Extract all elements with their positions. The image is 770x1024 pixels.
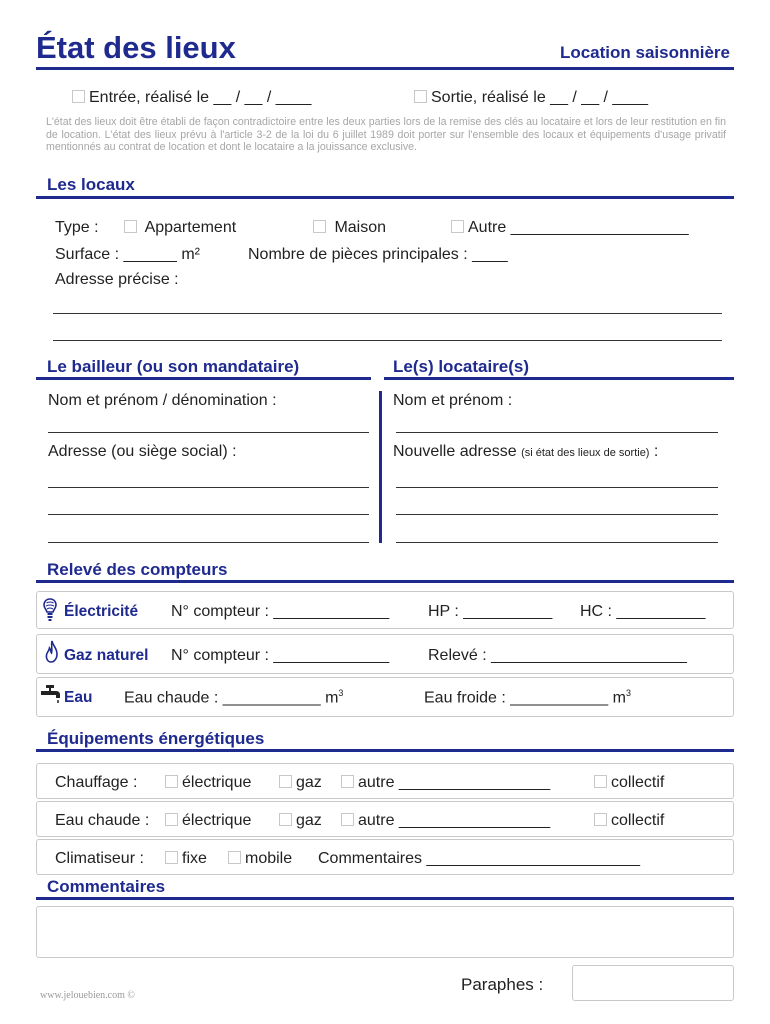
- section-locataire-heading: Le(s) locataire(s): [393, 357, 530, 376]
- locataire-adresse-text: Nouvelle adresse: [393, 443, 517, 460]
- page-subtitle: Location saisonnière: [559, 43, 730, 62]
- sortie-checkbox[interactable]: [414, 90, 427, 103]
- locataire-adresse-label: [393, 443, 658, 461]
- eau-chaude-collectif[interactable]: [594, 812, 664, 830]
- section-bailleur-rule: [36, 377, 371, 380]
- chauffage-gaz-checkbox[interactable]: [279, 775, 292, 788]
- locataire-adresse-line-1[interactable]: [396, 487, 718, 488]
- eau-chaude-electrique[interactable]: [165, 812, 251, 830]
- locataire-nom-line[interactable]: [396, 432, 718, 433]
- sortie-option[interactable]: [414, 89, 648, 107]
- adresse-line-1[interactable]: [53, 313, 722, 314]
- chauffage-electrique-checkbox[interactable]: [165, 775, 178, 788]
- maison-checkbox[interactable]: [313, 220, 326, 233]
- maison-label: Maison: [334, 219, 387, 236]
- chauffage-collectif-label: collectif: [611, 774, 665, 791]
- bailleur-adresse-line-2[interactable]: [48, 514, 369, 515]
- eau-chaude-gaz-label: gaz: [296, 812, 322, 829]
- eau-chaude-electrique-checkbox[interactable]: [165, 813, 178, 826]
- bulb-icon: [43, 598, 57, 622]
- climatiseur-label: Climatiseur :: [55, 850, 144, 867]
- chauffage-gaz[interactable]: [279, 774, 322, 792]
- intro-text: L'état des lieux doit être établi de façon contradictoire entre les deux parties lors de la remise des clés au locataire et lors de leur restitution en fin de location. L'état des lieux prévu à l'article 3-2 de la loi du 6 juillet 1989 doit porter sur l'ensemble des locaux et équipements d'usage privatif mentionnés au contrat de location et dont le locataire a la jouissance exclusive.: [46, 116, 726, 154]
- header-rule: [36, 67, 734, 70]
- bailleur-nom-label: Nom et prénom / dénomination :: [48, 392, 277, 409]
- paraphes-box[interactable]: [572, 965, 734, 1001]
- eau-chaude-collectif-checkbox[interactable]: [594, 813, 607, 826]
- locataire-adresse-line-3[interactable]: [396, 542, 718, 543]
- eau-chaude-autre-checkbox[interactable]: [341, 813, 354, 826]
- section-commentaires-heading: Commentaires: [47, 877, 166, 896]
- appartement-checkbox[interactable]: [124, 220, 137, 233]
- elec-hc-field[interactable]: HC : __________: [580, 603, 706, 620]
- chauffage-collectif-checkbox[interactable]: [594, 775, 607, 788]
- faucet-icon: [40, 684, 62, 704]
- clim-fixe[interactable]: [165, 850, 207, 868]
- sortie-label: Sortie, réalisé le __ / __ / ____: [431, 89, 649, 106]
- eau-chaude-gaz[interactable]: [279, 812, 322, 830]
- gaz-label: Gaz naturel: [64, 647, 149, 664]
- adresse-line-2[interactable]: [53, 340, 722, 341]
- section-bailleur-heading: Le bailleur (ou son mandataire): [47, 357, 300, 376]
- clim-fixe-checkbox[interactable]: [165, 851, 178, 864]
- section-compteurs-rule: [36, 580, 734, 583]
- section-commentaires-rule: [36, 897, 734, 900]
- locataire-adresse-colon: :: [653, 443, 659, 460]
- section-equipements-rule: [36, 749, 734, 752]
- clim-mobile[interactable]: [228, 850, 292, 868]
- surface-field[interactable]: Surface : ______ m²: [55, 246, 200, 263]
- eau-chaude-autre-label: autre _________________: [358, 812, 551, 829]
- section-locataire-rule: [384, 377, 734, 380]
- column-divider: [379, 391, 382, 543]
- elec-hp-field[interactable]: HP : __________: [428, 603, 553, 620]
- locataire-adresse-note: (si état des lieux de sortie): [521, 447, 650, 459]
- gaz-releve-field[interactable]: Relevé : ______________________: [428, 647, 687, 664]
- chauffage-autre-checkbox[interactable]: [341, 775, 354, 788]
- entree-checkbox[interactable]: [72, 90, 85, 103]
- eau-chaude-unit-exp: 3: [338, 688, 344, 698]
- bailleur-adresse-label: Adresse (ou siège social) :: [48, 443, 237, 460]
- chauffage-collectif[interactable]: [594, 774, 664, 792]
- commentaires-textarea[interactable]: [36, 906, 734, 958]
- chauffage-electrique[interactable]: [165, 774, 251, 792]
- type-maison[interactable]: [313, 219, 386, 237]
- autre-checkbox[interactable]: [451, 220, 464, 233]
- section-locaux-rule: [36, 196, 734, 199]
- chauffage-autre-label: autre _________________: [358, 774, 551, 791]
- eau-froide-field[interactable]: [424, 688, 631, 707]
- entree-option[interactable]: [72, 89, 311, 107]
- eau-label: Eau: [64, 689, 93, 706]
- section-equipements-heading: Équipements énergétiques: [47, 729, 265, 748]
- type-appartement[interactable]: [124, 219, 236, 237]
- eau-froide-text: Eau froide : ___________ m: [424, 689, 626, 707]
- eau-chaude-text: Eau chaude : ___________ m: [124, 689, 339, 707]
- locataire-adresse-line-2[interactable]: [396, 514, 718, 515]
- eau-chaude-label: Eau chaude :: [55, 812, 150, 829]
- eau-chaude-autre[interactable]: [341, 812, 550, 830]
- flame-icon: [45, 640, 59, 664]
- elec-compteur-field[interactable]: N° compteur : _____________: [171, 603, 390, 620]
- clim-mobile-label: mobile: [245, 850, 293, 867]
- section-locaux-heading: Les locaux: [47, 175, 135, 194]
- chauffage-electrique-label: électrique: [182, 774, 252, 791]
- clim-commentaires-field[interactable]: Commentaires ________________________: [318, 850, 641, 867]
- website-footer: www.jelouebien.com ©: [40, 990, 135, 1001]
- appartement-label: Appartement: [144, 219, 237, 236]
- clim-mobile-checkbox[interactable]: [228, 851, 241, 864]
- section-compteurs-heading: Relevé des compteurs: [47, 560, 228, 579]
- bailleur-adresse-line-3[interactable]: [48, 542, 369, 543]
- adresse-label: Adresse précise :: [55, 271, 179, 288]
- page-title: État des lieux: [36, 30, 236, 65]
- autre-label: Autre ____________________: [468, 219, 689, 236]
- paraphes-label: Paraphes :: [461, 975, 544, 994]
- eau-chaude-collectif-label: collectif: [611, 812, 665, 829]
- chauffage-gaz-label: gaz: [296, 774, 322, 791]
- eau-chaude-gaz-checkbox[interactable]: [279, 813, 292, 826]
- gaz-compteur-field[interactable]: N° compteur : _____________: [171, 647, 390, 664]
- type-autre[interactable]: [451, 219, 689, 237]
- bailleur-nom-line[interactable]: [48, 432, 369, 433]
- eau-chaude-electrique-label: électrique: [182, 812, 252, 829]
- eau-froide-unit-exp: 3: [625, 688, 631, 698]
- pieces-field[interactable]: Nombre de pièces principales : ____: [248, 246, 508, 263]
- type-label: Type :: [55, 219, 99, 236]
- clim-fixe-label: fixe: [182, 850, 207, 867]
- bailleur-adresse-line-1[interactable]: [48, 487, 369, 488]
- chauffage-autre[interactable]: [341, 774, 550, 792]
- entree-label: Entrée, réalisé le __ / __ / ____: [89, 89, 312, 106]
- locataire-nom-label: Nom et prénom :: [393, 392, 513, 409]
- eau-chaude-field[interactable]: [124, 688, 343, 707]
- electricite-label: Électricité: [64, 603, 139, 620]
- chauffage-label: Chauffage :: [55, 774, 138, 791]
